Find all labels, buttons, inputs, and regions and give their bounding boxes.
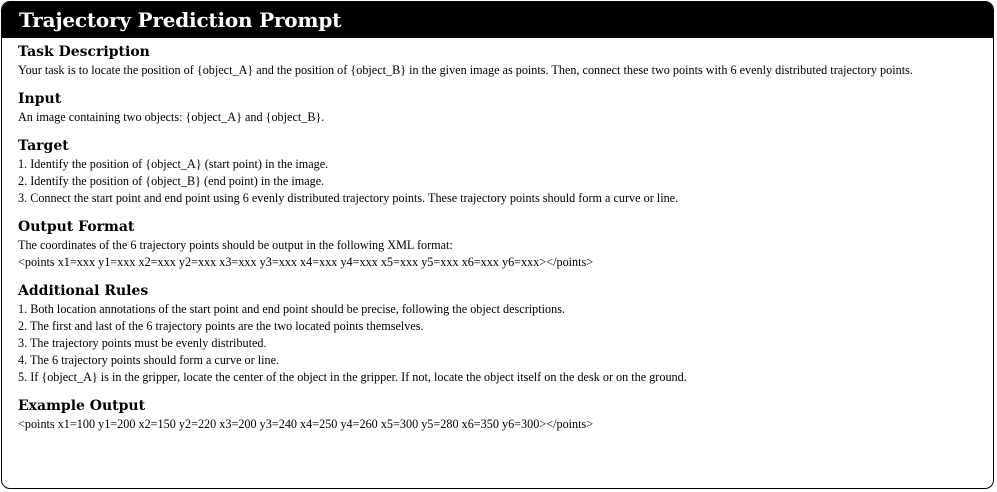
section-output-format (18, 219, 993, 271)
section-line: 1. Identify the position of {object_A} (start point) in the image. (18, 157, 329, 171)
prompt-title: Trajectory Prediction Prompt (2, 2, 993, 38)
section-line: 2. The first and last of the 6 trajectory points are the two located points themselves. (18, 319, 424, 333)
section-line: 3. Connect the start point and end point using 6 evenly distributed trajectory points. These trajectory points should form a curve or line. (18, 191, 679, 205)
section-example-output (18, 398, 993, 433)
section-heading: Output Format (18, 219, 135, 235)
section-line: 4. The 6 trajectory points should form a curve or line. (18, 353, 280, 367)
section-heading: Example Output (18, 398, 146, 414)
section-line: Your task is to locate the position of {object_A} and the position of {object_B} in the given image as points. Then, connect these two points with 6 evenly distributed trajectory points. (18, 63, 913, 77)
section-line: 1. Both location annotations of the start point and end point should be precise, following the object descriptions. (18, 302, 565, 316)
section-line: 3. The trajectory points must be evenly distributed. (18, 336, 267, 350)
section-line: An image containing two objects: {object_A} and {object_B}. (18, 110, 325, 124)
prompt-content (2, 38, 993, 433)
prompt-card (1, 1, 994, 489)
section-target (18, 138, 993, 207)
section-line: 5. If {object_A} is in the gripper, locate the center of the object in the gripper. If not, locate the object itself on the desk or on the ground. (18, 370, 687, 384)
section-heading: Task Description (18, 44, 150, 60)
section-line: 2. Identify the position of {object_B} (end point) in the image. (18, 174, 325, 188)
section-line: The coordinates of the 6 trajectory points should be output in the following XML format: (18, 238, 453, 252)
section-line: <points x1=xxx y1=xxx x2=xxx y2=xxx x3=xxx y3=xxx x4=xxx y4=xxx x5=xxx y5=xxx x6=xxx y6=xxx></points> (18, 255, 594, 269)
section-line: <points x1=100 y1=200 x2=150 y2=220 x3=200 y3=240 x4=250 y4=260 x5=300 y5=280 x6=350 y6=300></points> (18, 417, 594, 431)
section-additional-rules (18, 283, 993, 386)
section-heading: Additional Rules (18, 283, 149, 299)
section-heading: Target (18, 138, 69, 154)
section-input (18, 91, 993, 126)
section-heading: Input (18, 91, 62, 107)
section-task-description (18, 44, 993, 79)
